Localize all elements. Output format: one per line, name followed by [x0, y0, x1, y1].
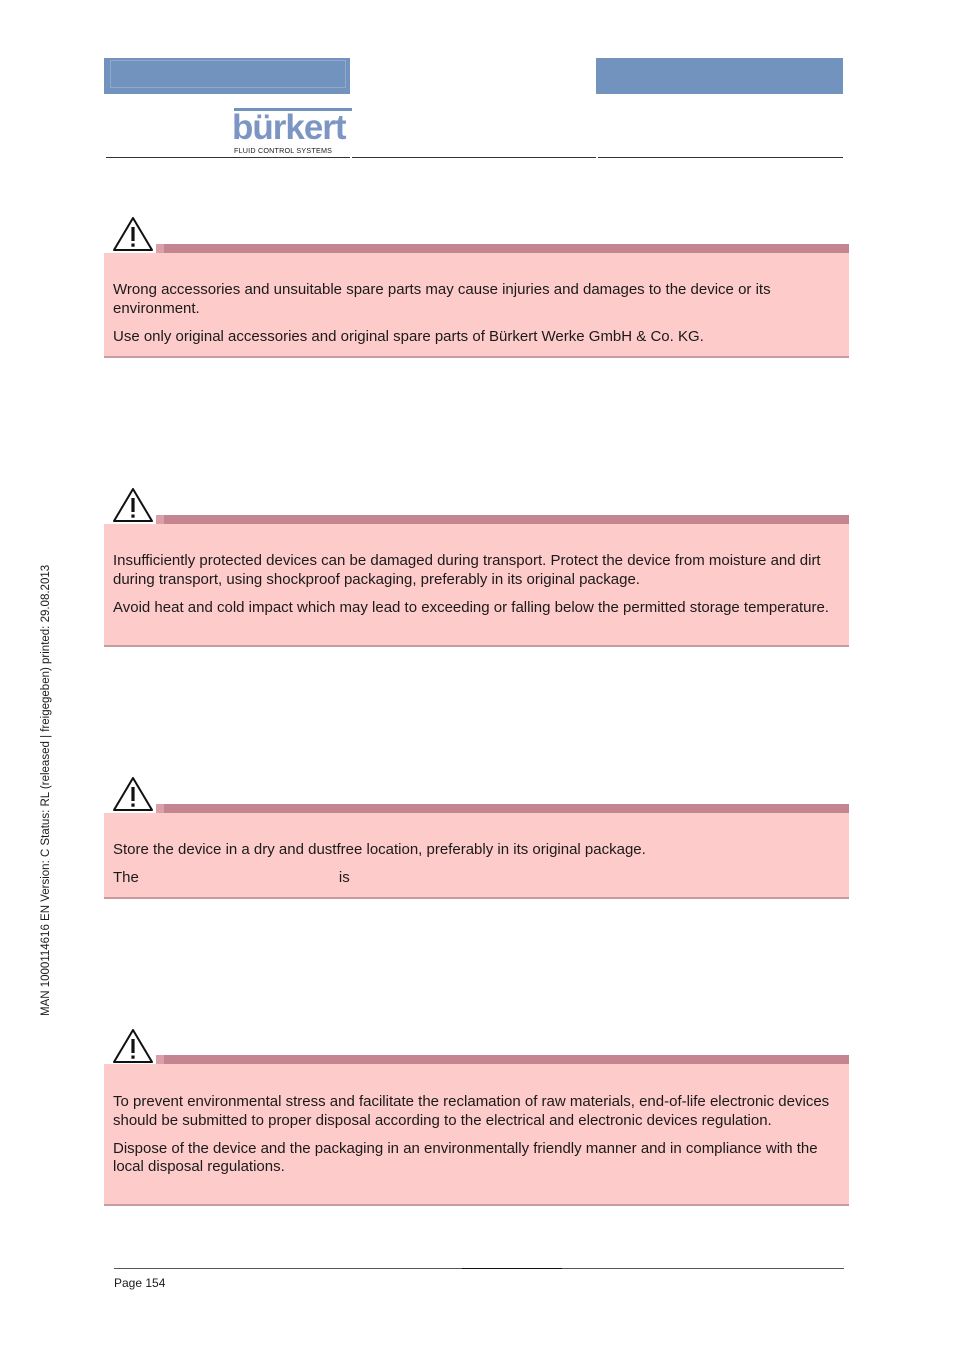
partial-text-start: The — [113, 869, 139, 886]
warning-triangle-icon — [112, 487, 154, 523]
header-bar-left — [104, 58, 350, 94]
warning-text: Dispose of the device and the packaging in an environmentally friendly manner and in compliance with the local disposal regulations. — [113, 1139, 818, 1175]
header-bar-right — [596, 58, 843, 94]
warning-box-disposal — [104, 1064, 849, 1206]
warning-text: Insufficiently protected devices can be damaged during transport. Protect the device from moisture and dirt during transport, using shockproof packaging, preferably in its original package. — [113, 552, 821, 588]
warning-triangle-icon — [112, 1028, 154, 1064]
warning-text: To prevent environmental stress and facilitate the reclamation of raw materials, end-of-life electronic devices should be submitted to proper disposal according to the electrical and electronic devices regulation. — [113, 1093, 830, 1129]
warning-text: Store the device in a dry and dustfree location, preferably in its original package. — [113, 841, 646, 858]
warning-box-storage — [104, 813, 849, 899]
warning-text: Avoid heat and cold impact which may lead to exceeding or falling below the permitted storage temperature. — [113, 598, 829, 616]
warning-bar — [156, 515, 849, 524]
warning-text: Use only original accessories and original spare parts of Bürkert Werke GmbH & Co. KG. — [113, 327, 704, 345]
warning-bar — [156, 1055, 849, 1064]
header-rule-middle — [352, 157, 596, 158]
page-number: Page 154 — [114, 1276, 166, 1290]
warning-triangle-icon — [112, 216, 154, 252]
partial-text-end: is — [338, 869, 350, 886]
logo-wordmark: bürkert — [232, 108, 346, 147]
warning-bar — [156, 804, 849, 813]
warning-box-accessories — [104, 253, 849, 358]
footer-rule — [114, 1268, 844, 1269]
warning-bar — [156, 244, 849, 253]
header-rule-right — [598, 157, 843, 158]
warning-box-transport — [104, 524, 849, 647]
company-logo — [232, 106, 352, 158]
warning-text-partial — [113, 869, 840, 888]
document-status-note: MAN 1000114616 EN Version: C Status: RL (released | freigegeben) printed: 29.08.2013 — [40, 564, 52, 1016]
warning-triangle-icon — [112, 776, 154, 812]
logo-tagline: FLUID CONTROL SYSTEMS — [234, 146, 333, 155]
warning-text: Wrong accessories and unsuitable spare parts may cause injuries and damages to the device or its environment. — [113, 281, 771, 317]
